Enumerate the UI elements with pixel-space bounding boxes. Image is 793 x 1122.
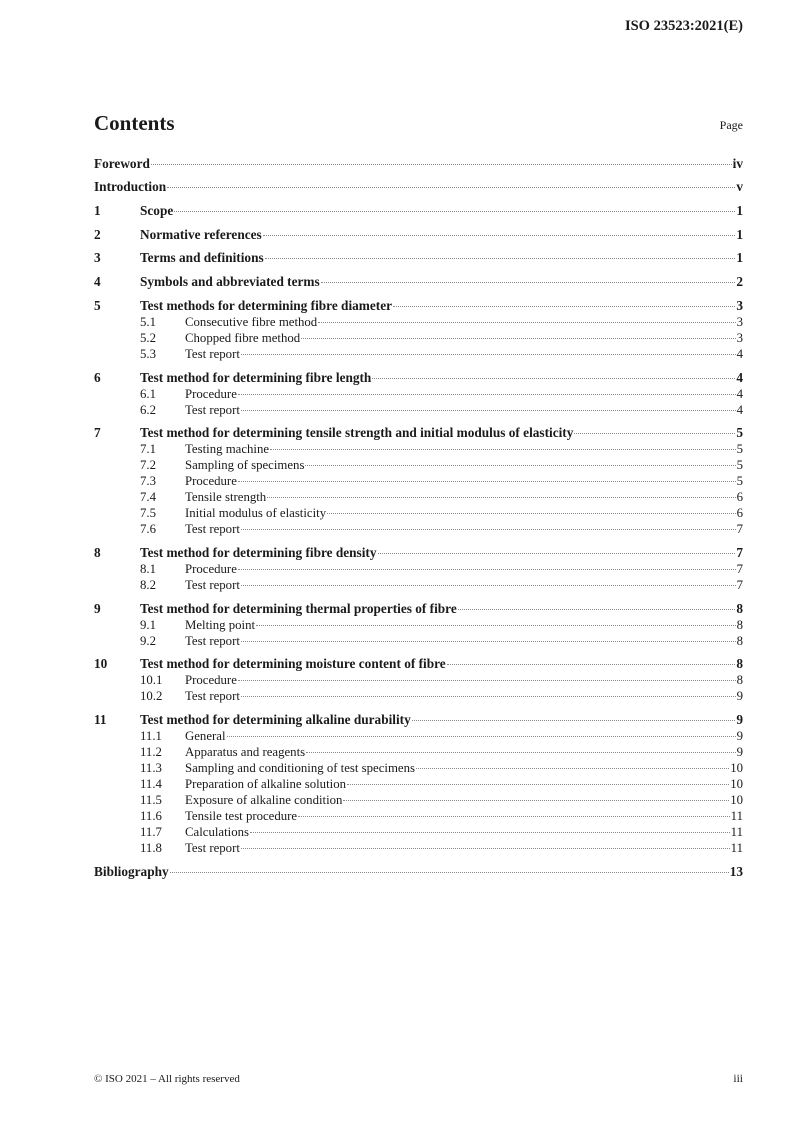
toc-entry[interactable] — [94, 656, 743, 672]
dot-leader — [321, 282, 736, 283]
toc-entry[interactable] — [94, 808, 743, 824]
dot-leader — [306, 752, 735, 753]
entry-number: 1 — [94, 203, 101, 219]
toc-entry[interactable] — [94, 728, 743, 744]
entry-title: Test method for determining moisture content of fibre — [140, 656, 446, 672]
entry-page: 10 — [730, 792, 743, 807]
entry-title: Test report — [185, 577, 240, 592]
entry-title: Introduction — [94, 179, 167, 195]
entry-page: 9 — [736, 728, 743, 743]
entry-page: 10 — [730, 760, 743, 775]
dot-leader — [265, 258, 736, 259]
entry-number: 5 — [94, 297, 101, 313]
dot-leader — [170, 872, 729, 873]
toc-entry[interactable] — [94, 760, 743, 776]
dot-leader — [378, 553, 736, 554]
entry-title: Sampling and conditioning of test specimens — [185, 760, 415, 775]
entry-number: 8.2 — [140, 577, 156, 592]
toc-entry[interactable] — [94, 712, 743, 728]
toc-entry[interactable] — [94, 370, 743, 386]
toc-entry[interactable] — [94, 250, 743, 266]
entry-title: Apparatus and reagents — [185, 744, 306, 759]
entry-number: 6 — [94, 369, 101, 385]
dot-leader — [241, 696, 736, 697]
dot-leader — [167, 187, 735, 188]
dot-leader — [174, 211, 735, 212]
entry-number: 9.2 — [140, 633, 156, 648]
entry-page: 13 — [729, 863, 743, 879]
toc-entry[interactable] — [94, 840, 743, 856]
toc-entry[interactable] — [94, 425, 743, 441]
toc-entry[interactable] — [94, 633, 743, 649]
entry-title: Calculations — [185, 824, 249, 839]
entry-number: 3 — [94, 250, 101, 266]
entry-number: 8.1 — [140, 561, 156, 576]
toc-entry[interactable] — [94, 672, 743, 688]
entry-number: 11.5 — [140, 792, 162, 807]
entry-page: 1 — [736, 250, 743, 266]
dot-leader — [238, 481, 736, 482]
page-column-label: Page — [719, 118, 743, 132]
table-of-contents — [94, 148, 743, 880]
entry-page: 3 — [736, 314, 743, 329]
toc-entry[interactable] — [94, 386, 743, 402]
dot-leader — [241, 354, 736, 355]
entry-page: 4 — [736, 346, 743, 361]
toc-entry[interactable] — [94, 402, 743, 418]
entry-number: 11.6 — [140, 808, 162, 823]
entry-page: 9 — [736, 744, 743, 759]
toc-entry[interactable] — [94, 617, 743, 633]
dot-leader — [416, 768, 729, 769]
entry-page: 5 — [736, 425, 743, 441]
toc-entry[interactable] — [94, 601, 743, 617]
entry-number: 4 — [94, 274, 101, 290]
entry-title: Test report — [185, 346, 240, 361]
page-number: iii — [733, 1073, 743, 1085]
toc-entry[interactable] — [94, 156, 743, 172]
dot-leader — [393, 306, 735, 307]
entry-page: 6 — [736, 506, 743, 521]
entry-title: Procedure — [185, 561, 237, 576]
entry-number: 11.3 — [140, 760, 162, 775]
entry-title: Foreword — [94, 155, 150, 171]
entry-number: 7.5 — [140, 506, 156, 521]
entry-title: Tensile test procedure — [185, 808, 298, 823]
entry-title: Test report — [185, 522, 240, 537]
toc-entry[interactable] — [94, 314, 743, 330]
entry-title: Tensile strength — [185, 490, 267, 505]
entry-page: 4 — [736, 402, 743, 417]
entry-title: Scope — [140, 203, 174, 219]
entry-page: v — [736, 179, 743, 195]
toc-entry[interactable] — [94, 744, 743, 760]
entry-number: 5.3 — [140, 346, 156, 361]
entry-title: Test report — [185, 633, 240, 648]
entry-title: Testing machine — [185, 442, 270, 457]
toc-entry[interactable] — [94, 330, 743, 346]
entry-title: Normative references — [140, 226, 262, 242]
toc-entry[interactable] — [94, 561, 743, 577]
entry-page: 1 — [736, 226, 743, 242]
entry-page: 7 — [736, 544, 743, 560]
toc-entry[interactable] — [94, 179, 743, 195]
entry-number: 11.1 — [140, 728, 162, 743]
toc-entry[interactable] — [94, 792, 743, 808]
entry-page: 6 — [736, 490, 743, 505]
entry-title: Exposure of alkaline condition — [185, 792, 343, 807]
toc-entry[interactable] — [94, 505, 743, 521]
entry-number: 11 — [94, 711, 107, 727]
dot-leader — [241, 410, 736, 411]
toc-entry[interactable] — [94, 577, 743, 593]
entry-number: 10.1 — [140, 673, 163, 688]
toc-entry[interactable] — [94, 473, 743, 489]
document-id-header: ISO 23523:2021(E) — [624, 18, 743, 34]
dot-leader — [238, 680, 736, 681]
entry-page: 1 — [736, 203, 743, 219]
entry-title: General — [185, 728, 226, 743]
entry-page: 9 — [736, 711, 743, 727]
dot-leader — [343, 800, 729, 801]
entry-number: 7.2 — [140, 458, 156, 473]
entry-number: 7.1 — [140, 442, 156, 457]
dot-leader — [412, 720, 736, 721]
dot-leader — [347, 784, 729, 785]
dot-leader — [263, 235, 736, 236]
toc-entry[interactable] — [94, 227, 743, 243]
toc-entry[interactable] — [94, 521, 743, 537]
entry-page: 8 — [736, 600, 743, 616]
dot-leader — [372, 378, 735, 379]
entry-title: Initial modulus of elasticity — [185, 506, 327, 521]
entry-title: Chopped fibre method — [185, 330, 301, 345]
dot-leader — [151, 164, 732, 165]
entry-number: 10 — [94, 656, 108, 672]
entry-page: 11 — [730, 840, 743, 855]
entry-page: 4 — [736, 369, 743, 385]
entry-page: 7 — [736, 561, 743, 576]
dot-leader — [238, 569, 736, 570]
entry-number: 7 — [94, 425, 101, 441]
entry-number: 7.6 — [140, 522, 156, 537]
toc-entry[interactable] — [94, 489, 743, 505]
entry-page: 3 — [736, 297, 743, 313]
dot-leader — [267, 497, 735, 498]
dot-leader — [305, 465, 735, 466]
dot-leader — [241, 848, 730, 849]
entry-title: Symbols and abbreviated terms — [140, 274, 320, 290]
entry-title: Bibliography — [94, 863, 169, 879]
entry-page: 8 — [736, 673, 743, 688]
entry-number: 6.1 — [140, 386, 156, 401]
dot-leader — [458, 609, 736, 610]
entry-page: 5 — [736, 442, 743, 457]
entry-page: 7 — [736, 577, 743, 592]
dot-leader — [327, 513, 735, 514]
entry-number: 11.4 — [140, 776, 162, 791]
dot-leader — [241, 585, 736, 586]
toc-entry[interactable] — [94, 298, 743, 314]
dot-leader — [250, 832, 730, 833]
entry-page: 5 — [736, 458, 743, 473]
dot-leader — [447, 664, 736, 665]
entry-title: Preparation of alkaline solution — [185, 776, 346, 791]
entry-title: Test methods for determining fibre diameter — [140, 297, 392, 313]
entry-title: Procedure — [185, 673, 237, 688]
entry-number: 9.1 — [140, 617, 156, 632]
dot-leader — [241, 641, 736, 642]
entry-number: 11.8 — [140, 840, 162, 855]
entry-title: Test method for determining fibre density — [140, 544, 377, 560]
entry-page: 11 — [730, 824, 743, 839]
toc-entry[interactable] — [94, 864, 743, 880]
entry-number: 5.1 — [140, 314, 156, 329]
entry-title: Test method for determining thermal properties of fibre — [140, 600, 457, 616]
entry-title: Consecutive fibre method — [185, 314, 318, 329]
toc-entry[interactable] — [94, 824, 743, 840]
entry-page: 4 — [736, 386, 743, 401]
entry-title: Sampling of specimens — [185, 458, 305, 473]
toc-entry[interactable] — [94, 203, 743, 219]
toc-entry[interactable] — [94, 776, 743, 792]
entry-title: Procedure — [185, 386, 237, 401]
entry-number: 11.2 — [140, 744, 162, 759]
entry-page: 8 — [736, 656, 743, 672]
entry-page: 7 — [736, 522, 743, 537]
entry-title: Procedure — [185, 474, 237, 489]
entry-page: 11 — [730, 808, 743, 823]
entry-number: 7.3 — [140, 474, 156, 489]
entry-page: 8 — [736, 617, 743, 632]
entry-number: 9 — [94, 600, 101, 616]
toc-entry[interactable] — [94, 688, 743, 704]
entry-title: Terms and definitions — [140, 250, 264, 266]
entry-title: Test method for determining tensile strength and initial modulus of elasticity — [140, 425, 574, 441]
dot-leader — [574, 433, 735, 434]
contents-title: Contents — [94, 111, 175, 135]
toc-entry[interactable] — [94, 457, 743, 473]
entry-page: iv — [732, 155, 743, 171]
entry-number: 11.7 — [140, 824, 162, 839]
entry-title: Test method for determining fibre length — [140, 369, 372, 385]
entry-title: Melting point — [185, 617, 256, 632]
entry-number: 5.2 — [140, 330, 156, 345]
dot-leader — [270, 449, 736, 450]
toc-entry[interactable] — [94, 346, 743, 362]
copyright-footer: © ISO 2021 – All rights reserved — [94, 1073, 240, 1085]
entry-page: 3 — [736, 330, 743, 345]
entry-page: 2 — [736, 274, 743, 290]
entry-number: 2 — [94, 226, 101, 242]
dot-leader — [241, 529, 736, 530]
entry-page: 5 — [736, 474, 743, 489]
entry-title: Test method for determining alkaline durability — [140, 711, 411, 727]
entry-title: Test report — [185, 402, 240, 417]
entry-number: 7.4 — [140, 490, 156, 505]
toc-entry[interactable] — [94, 274, 743, 290]
dot-leader — [301, 338, 735, 339]
dot-leader — [238, 394, 736, 395]
entry-number: 6.2 — [140, 402, 156, 417]
toc-entry[interactable] — [94, 441, 743, 457]
entry-title: Test report — [185, 840, 240, 855]
entry-page: 10 — [730, 776, 743, 791]
entry-number: 8 — [94, 544, 101, 560]
entry-number: 10.2 — [140, 689, 163, 704]
toc-entry[interactable] — [94, 545, 743, 561]
dot-leader — [256, 625, 736, 626]
entry-page: 8 — [736, 633, 743, 648]
dot-leader — [298, 816, 730, 817]
entry-page: 9 — [736, 689, 743, 704]
dot-leader — [227, 736, 736, 737]
dot-leader — [318, 322, 735, 323]
entry-title: Test report — [185, 689, 240, 704]
